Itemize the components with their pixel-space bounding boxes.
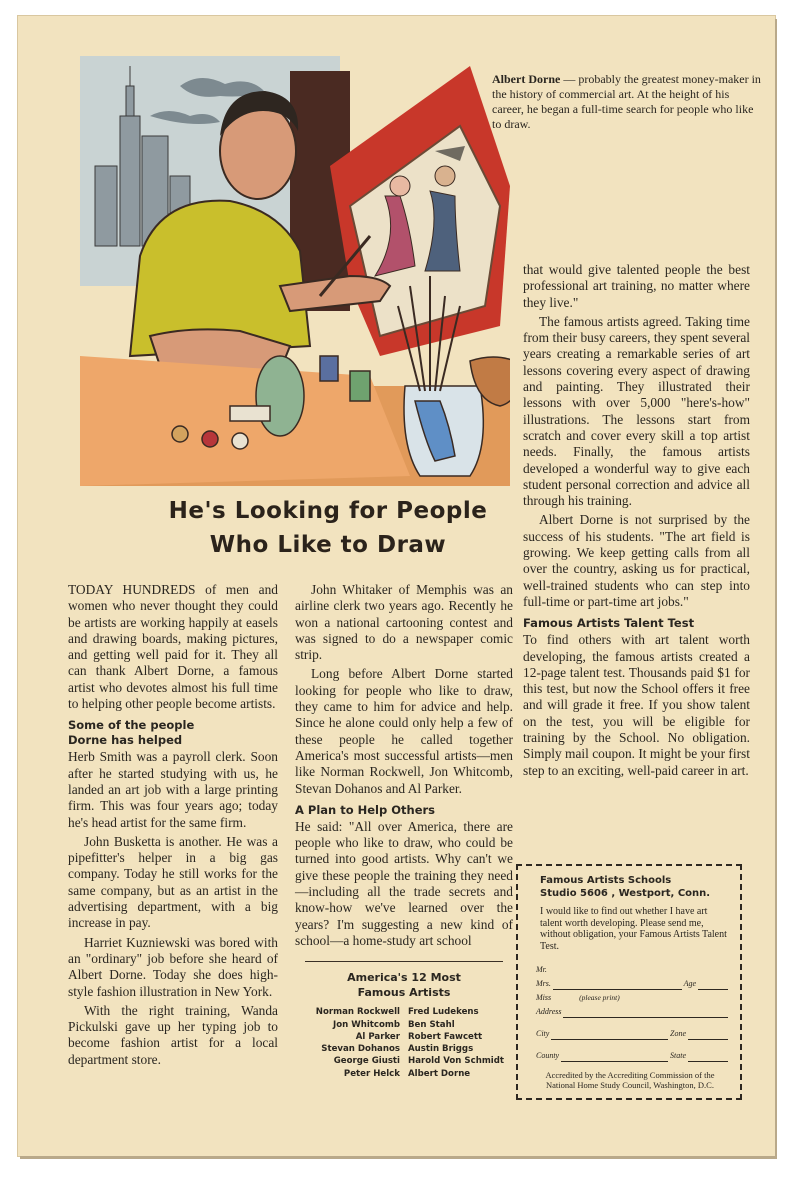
col2-paragraph: He said: "All over America, there are people who like to draw, who could be turned into good artists. Why can't we give these people the training they need—including all the trade secrets and know-how we've learned over the years? I'm suggesting a new kind of school—a home-study art school <box>295 818 513 948</box>
city-underline[interactable] <box>551 1030 668 1040</box>
artist-illustration <box>80 56 510 486</box>
artist-name: Albert Dorne <box>408 1068 471 1079</box>
artists-right-column <box>406 1006 513 1080</box>
label-mrs: Mrs. <box>536 979 551 988</box>
artist-name: Stevan Dohanos <box>321 1044 400 1055</box>
artists-title-line-1: America's 12 Most <box>347 971 461 985</box>
name-field-mr[interactable] <box>536 962 730 976</box>
artist-name: Austin Briggs <box>408 1044 474 1055</box>
magazine-page <box>18 16 775 1156</box>
artists-left-column <box>295 1006 406 1080</box>
artist-name: George Giusti <box>333 1056 400 1067</box>
col3-paragraph: To find others with art talent worth developing, the famous artists created a 12-page talent test. Thousands paid $1 for this test, but now the School offers it free and will grade it free. If you show talent on the test, you will be eligible for training by the School. No obligation. Simply mail coupon. It might be your first step to an exciting, well-paid career in art. <box>523 632 750 778</box>
col1-paragraph: TODAY HUNDREDS of men and women who never thought they could be artists are working happily at easels and drawing boards, making pictures, and getting well paid for it. They all can thank Albert Dorne, a famous artist who devotes almost his full time to helping other people become artists. <box>68 582 278 712</box>
coupon-studio: Studio 5606 , Westport, Conn. <box>540 888 711 899</box>
label-state: State <box>670 1051 686 1060</box>
column-1 <box>68 582 278 1071</box>
col1-paragraph: Herb Smith was a payroll clerk. Soon after he started studying with us, he landed an art job with a large printing firm. This was four years ago; today he's head artist for the same firm. <box>68 749 278 830</box>
state-underline[interactable] <box>688 1052 728 1062</box>
artists-list-title <box>295 970 513 1000</box>
caption-name: Albert Dorne <box>492 72 561 86</box>
headline <box>78 494 578 562</box>
county-underline[interactable] <box>561 1052 668 1062</box>
caption-text: — probably the greatest money-maker in the history of commercial art. At the height of his career, he began a full-time search for people who like to draw. <box>492 72 761 131</box>
caption <box>492 72 762 132</box>
artist-name: Robert Fawcett <box>408 1031 483 1042</box>
artist-name: Jon Whitcomb <box>333 1019 400 1030</box>
artist-name: Norman Rockwell <box>315 1007 400 1018</box>
city-field[interactable] <box>536 1026 730 1040</box>
headline-line-1: He's Looking for People <box>168 498 488 524</box>
headline-line-2: Who Like to Draw <box>209 532 447 558</box>
column-3 <box>523 262 750 782</box>
column-2 <box>295 582 513 1080</box>
label-county: County <box>536 1051 560 1060</box>
col1-paragraph: With the right training, Wanda Pickulski gave up her typing job to become fashion artist for a local department store. <box>68 1002 278 1067</box>
label-address: Address <box>536 1007 562 1016</box>
col3-subheading: Famous Artists Talent Test <box>523 616 695 631</box>
name-field[interactable] <box>536 976 730 990</box>
col2-subheading: A Plan to Help Others <box>295 802 436 817</box>
label-city: City <box>536 1029 550 1038</box>
coupon-title: Famous Artists Schools <box>540 875 672 886</box>
name-underline[interactable] <box>553 980 682 990</box>
artist-name: Fred Ludekens <box>408 1007 479 1018</box>
col3-paragraph: that would give talented people the best professional art training, no matter where they live." <box>523 262 750 310</box>
col2-paragraph: John Whitaker of Memphis was an airline clerk two years ago. Recently he won a national cartooning contest and was signed to do a newspaper comic strip. <box>295 582 513 663</box>
divider <box>305 961 503 962</box>
artist-name: Al Parker <box>355 1031 400 1042</box>
mail-coupon[interactable] <box>516 864 742 1100</box>
label-miss: Miss <box>536 993 552 1002</box>
artists-list <box>295 1006 513 1080</box>
label-mr: Mr. <box>536 965 547 974</box>
accreditation: Accredited by the Accrediting Commission of the National Home Study Council, Washington, D.C. <box>545 1070 715 1090</box>
label-age: Age <box>683 979 696 988</box>
label-please-print: (please print) <box>579 993 620 1002</box>
address-field[interactable] <box>536 1004 730 1018</box>
artists-title-line-2: Famous Artists <box>357 986 451 1000</box>
age-underline[interactable] <box>698 980 728 990</box>
col1-paragraph: Harriet Kuzniewski was bored with an "ordinary" job before she heard of Albert Dorne. Today she does high-style fashion illustration in New York. <box>68 934 278 999</box>
col3-paragraph: Albert Dorne is not surprised by the success of his students. "The art field is growing. We keep getting calls from all over the country, asking us for practical, well-trained students who can step into full-time or part-time art jobs." <box>523 512 750 609</box>
artist-name: Peter Helck <box>343 1068 400 1079</box>
label-zone: Zone <box>670 1029 686 1038</box>
col1-subheading <box>68 718 278 748</box>
name-field-miss[interactable] <box>536 990 730 1004</box>
coupon-body: I would like to find out whether I have art talent worth developing. Please send me, without obligation, your Famous Artists Talent Test. <box>540 906 727 952</box>
col1-subheading-line-2: Dorne has helped <box>68 733 183 748</box>
col3-paragraph: The famous artists agreed. Taking time from their busy careers, they spent several years creating a remarkable series of art lessons covering every aspect of drawing and painting. They illustrated their lessons with over 5,000 "here's-how" illustrations. The lessons start from scratch and cover every skill a top artist needs. Finally, the famous artists developed a wonderful way to give each student personal correction and advice all through his training. <box>523 313 750 509</box>
artist-name: Harold Von Schmidt <box>408 1056 504 1067</box>
col1-subheading-line-1: Some of the people <box>68 718 195 733</box>
col1-paragraph: John Busketta is another. He was a pipefitter's helper in a big gas company. Today he still works for the same company, but as an artist in the advertising department, with a big increase in pay. <box>68 833 278 931</box>
zone-underline[interactable] <box>688 1030 728 1040</box>
col2-paragraph: Long before Albert Dorne started looking for people who like to draw, they came to him for advice and help. Since he alone could only help a few of these people he called together America's most successful artists—men like Norman Rockwell, Jon Whitcomb, Stevan Dohanos and Al Parker. <box>295 666 513 796</box>
county-field[interactable] <box>536 1048 730 1062</box>
address-underline[interactable] <box>563 1008 728 1018</box>
artist-name: Ben Stahl <box>408 1019 455 1030</box>
